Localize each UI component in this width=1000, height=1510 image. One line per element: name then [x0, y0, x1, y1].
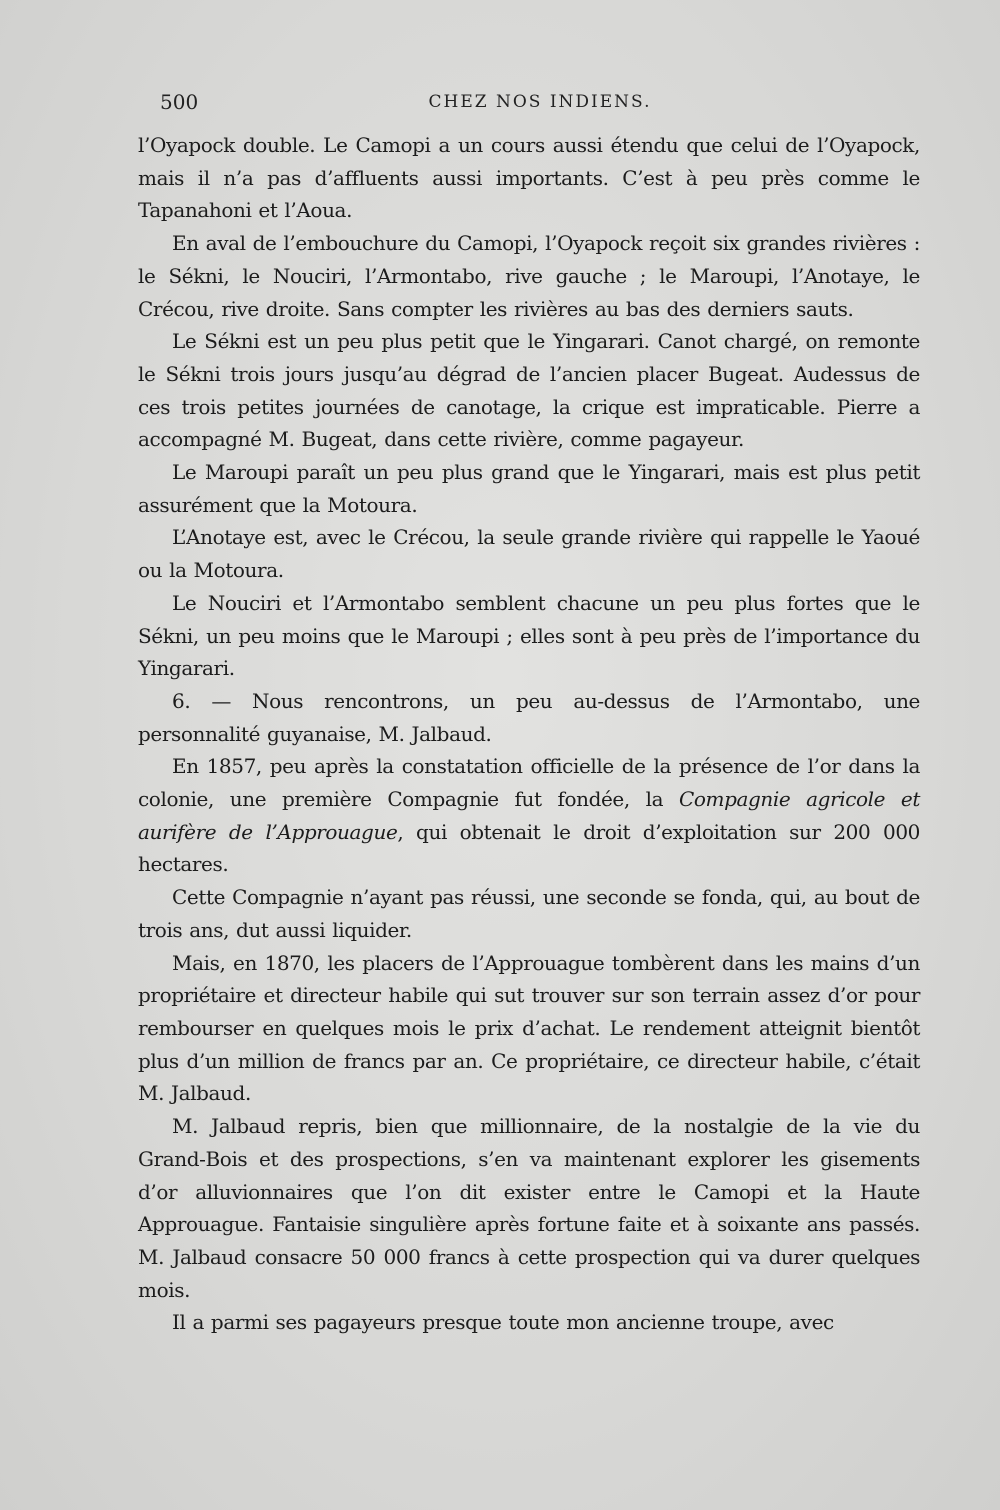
paragraph: Le Nouciri et l’Armontabo semblent chacune un peu plus fortes que le Sékni, un peu moins que le Maroupi ; elles sont à peu près de l’importance du Yingarari. — [138, 590, 920, 681]
running-title: CHEZ NOS INDIENS. — [428, 92, 652, 112]
paragraph: Cette Compagnie n’ayant pas réussi, une seconde se fonda, qui, au bout de trois ans, dut aussi liquider. — [138, 885, 920, 942]
text-span: , qui obtenait le droit d’exploitation sur 200 000 hectares. — [138, 819, 920, 877]
paragraph: En aval de l’embouchure du Camopi, l’Oyapock reçoit six grandes rivières : le Sékni, le Nouciri, l’Armontabo, rive gauche ; le Maroupi, l’Anotaye, le Crécou, rive droite. Sans compter les rivières au bas des derniers sauts. — [138, 231, 920, 321]
paragraph: Le Sékni est un peu plus petit que le Yingarari. Canot chargé, on remonte le Sékni trois jours jusqu’au dégrad de l’ancien placer Bugeat. Audessus de ces trois petites journées de canotage, la crique est impraticable. Pierre a accompagné M. Bugeat, dans cette rivière, comme pagayeur. — [138, 329, 920, 452]
paragraph: L’Anotaye est, avec le Crécou, la seule grande rivière qui rappelle le Yaoué ou la Motoura. — [138, 525, 920, 583]
company-name-italic: Compagnie agricole et aurifère de l’Approuague — [138, 787, 920, 844]
body-text — [138, 129, 920, 1339]
page-header — [160, 90, 920, 118]
paragraph: Mais, en 1870, les placers de l’Approuague tombèrent dans les mains d’un propriétaire et directeur habile qui sut trouver sur son terrain assez d’or pour rembourser en quelques mois le prix d’achat. Le rendement atteignit bientôt plus d’un million de francs par an. Ce propriétaire, ce directeur habile, c’était M. Jalbaud. — [138, 950, 920, 1106]
paragraph — [138, 750, 920, 881]
page-number: 500 — [160, 90, 199, 114]
paragraph: Il a parmi ses pagayeurs presque toute mon ancienne troupe, avec — [172, 1310, 834, 1335]
paragraph: M. Jalbaud repris, bien que millionnaire, de la nostalgie de la vie du Grand-Bois et des prospections, s’en va maintenant explorer les gisements d’or alluvionnaires que l’on dit exister entre le Camopi et la Haute Approuague. Fantaisie singulière après fortune faite et à soixante ans passés. M. Jalbaud consacre 50 000 francs à cette prospection qui va durer quelques mois. — [138, 1114, 920, 1302]
paragraph: Le Maroupi paraît un peu plus grand que le Yingarari, mais est plus petit assurément que la Motoura. — [138, 460, 920, 517]
text-span: En 1857, peu après la constatation officielle de la présence de l’or dans la colonie, une première Compagnie fut fondée, la — [138, 754, 920, 812]
paragraph: l’Oyapock double. Le Camopi a un cours aussi étendu que celui de l’Oyapock, mais il n’a pas d’affluents aussi importants. C’est à peu près comme le Tapanahoni et l’Aoua. — [138, 133, 920, 223]
section-paragraph: 6. — Nous rencontrons, un peu au-dessus de l’Armontabo, une personnalité guyanaise, M. Jalbaud. — [138, 688, 920, 746]
